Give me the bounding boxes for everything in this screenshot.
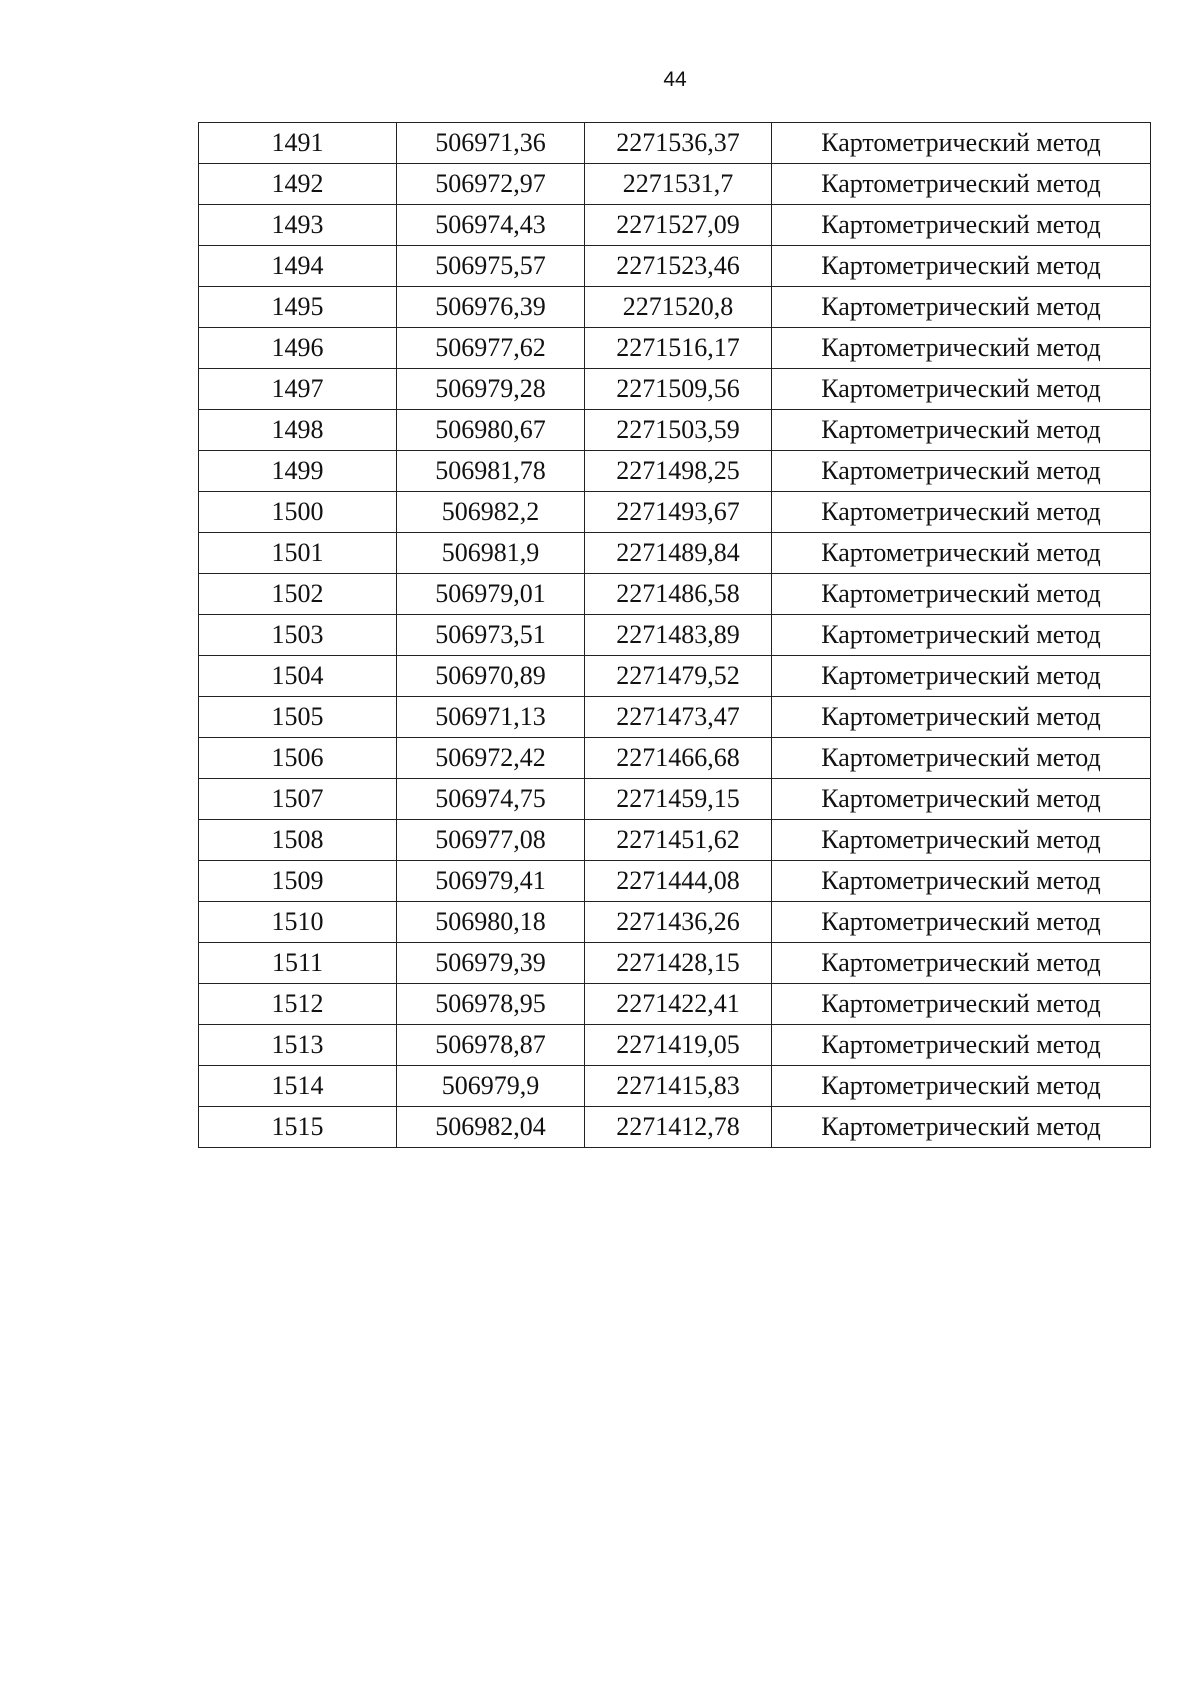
- y-coordinate-cell: 2271415,83: [585, 1066, 772, 1107]
- y-coordinate-cell: 2271536,37: [585, 123, 772, 164]
- coordinates-table: [198, 122, 1151, 1148]
- y-coordinate-cell: 2271451,62: [585, 820, 772, 861]
- x-coordinate-cell: 506981,9: [397, 533, 585, 574]
- table-row: [199, 205, 1151, 246]
- point-number-cell: 1514: [199, 1066, 397, 1107]
- x-coordinate-cell: 506981,78: [397, 451, 585, 492]
- y-coordinate-cell: 2271436,26: [585, 902, 772, 943]
- point-number-cell: 1496: [199, 328, 397, 369]
- method-cell: Картометрический метод: [772, 1066, 1151, 1107]
- table-row: [199, 656, 1151, 697]
- x-coordinate-cell: 506982,2: [397, 492, 585, 533]
- table-row: [199, 1066, 1151, 1107]
- y-coordinate-cell: 2271509,56: [585, 369, 772, 410]
- y-coordinate-cell: 2271503,59: [585, 410, 772, 451]
- x-coordinate-cell: 506977,08: [397, 820, 585, 861]
- x-coordinate-cell: 506975,57: [397, 246, 585, 287]
- table-row: [199, 246, 1151, 287]
- y-coordinate-cell: 2271459,15: [585, 779, 772, 820]
- point-number-cell: 1501: [199, 533, 397, 574]
- method-cell: Картометрический метод: [772, 574, 1151, 615]
- y-coordinate-cell: 2271531,7: [585, 164, 772, 205]
- method-cell: Картометрический метод: [772, 697, 1151, 738]
- method-cell: Картометрический метод: [772, 205, 1151, 246]
- x-coordinate-cell: 506971,36: [397, 123, 585, 164]
- table-row: [199, 943, 1151, 984]
- point-number-cell: 1506: [199, 738, 397, 779]
- method-cell: Картометрический метод: [772, 738, 1151, 779]
- method-cell: Картометрический метод: [772, 1107, 1151, 1148]
- x-coordinate-cell: 506979,28: [397, 369, 585, 410]
- x-coordinate-cell: 506979,9: [397, 1066, 585, 1107]
- point-number-cell: 1493: [199, 205, 397, 246]
- y-coordinate-cell: 2271473,47: [585, 697, 772, 738]
- method-cell: Картометрический метод: [772, 123, 1151, 164]
- method-cell: Картометрический метод: [772, 533, 1151, 574]
- point-number-cell: 1513: [199, 1025, 397, 1066]
- x-coordinate-cell: 506980,67: [397, 410, 585, 451]
- y-coordinate-cell: 2271498,25: [585, 451, 772, 492]
- y-coordinate-cell: 2271422,41: [585, 984, 772, 1025]
- x-coordinate-cell: 506978,87: [397, 1025, 585, 1066]
- x-coordinate-cell: 506978,95: [397, 984, 585, 1025]
- point-number-cell: 1508: [199, 820, 397, 861]
- y-coordinate-cell: 2271523,46: [585, 246, 772, 287]
- x-coordinate-cell: 506979,01: [397, 574, 585, 615]
- x-coordinate-cell: 506977,62: [397, 328, 585, 369]
- point-number-cell: 1497: [199, 369, 397, 410]
- x-coordinate-cell: 506974,43: [397, 205, 585, 246]
- method-cell: Картометрический метод: [772, 410, 1151, 451]
- x-coordinate-cell: 506972,97: [397, 164, 585, 205]
- coordinates-table-body: [199, 123, 1151, 1148]
- table-row: [199, 984, 1151, 1025]
- method-cell: Картометрический метод: [772, 943, 1151, 984]
- table-row: [199, 574, 1151, 615]
- table-row: [199, 451, 1151, 492]
- table-row: [199, 615, 1151, 656]
- method-cell: Картометрический метод: [772, 328, 1151, 369]
- table-row: [199, 123, 1151, 164]
- point-number-cell: 1504: [199, 656, 397, 697]
- table-row: [199, 328, 1151, 369]
- table-row: [199, 779, 1151, 820]
- point-number-cell: 1494: [199, 246, 397, 287]
- method-cell: Картометрический метод: [772, 246, 1151, 287]
- table-row: [199, 820, 1151, 861]
- method-cell: Картометрический метод: [772, 164, 1151, 205]
- y-coordinate-cell: 2271412,78: [585, 1107, 772, 1148]
- table-row: [199, 164, 1151, 205]
- method-cell: Картометрический метод: [772, 369, 1151, 410]
- point-number-cell: 1491: [199, 123, 397, 164]
- x-coordinate-cell: 506979,41: [397, 861, 585, 902]
- method-cell: Картометрический метод: [772, 984, 1151, 1025]
- y-coordinate-cell: 2271428,15: [585, 943, 772, 984]
- point-number-cell: 1505: [199, 697, 397, 738]
- point-number-cell: 1500: [199, 492, 397, 533]
- x-coordinate-cell: 506982,04: [397, 1107, 585, 1148]
- table-row: [199, 369, 1151, 410]
- table-row: [199, 1025, 1151, 1066]
- method-cell: Картометрический метод: [772, 656, 1151, 697]
- y-coordinate-cell: 2271520,8: [585, 287, 772, 328]
- y-coordinate-cell: 2271466,68: [585, 738, 772, 779]
- method-cell: Картометрический метод: [772, 451, 1151, 492]
- method-cell: Картометрический метод: [772, 820, 1151, 861]
- point-number-cell: 1515: [199, 1107, 397, 1148]
- page-number: 44: [663, 68, 687, 91]
- point-number-cell: 1498: [199, 410, 397, 451]
- x-coordinate-cell: 506976,39: [397, 287, 585, 328]
- x-coordinate-cell: 506970,89: [397, 656, 585, 697]
- y-coordinate-cell: 2271489,84: [585, 533, 772, 574]
- method-cell: Картометрический метод: [772, 902, 1151, 943]
- point-number-cell: 1502: [199, 574, 397, 615]
- point-number-cell: 1512: [199, 984, 397, 1025]
- x-coordinate-cell: 506974,75: [397, 779, 585, 820]
- method-cell: Картометрический метод: [772, 492, 1151, 533]
- table-row: [199, 861, 1151, 902]
- method-cell: Картометрический метод: [772, 861, 1151, 902]
- table-row: [199, 902, 1151, 943]
- y-coordinate-cell: 2271486,58: [585, 574, 772, 615]
- y-coordinate-cell: 2271419,05: [585, 1025, 772, 1066]
- table-row: [199, 533, 1151, 574]
- y-coordinate-cell: 2271483,89: [585, 615, 772, 656]
- point-number-cell: 1509: [199, 861, 397, 902]
- table-row: [199, 738, 1151, 779]
- point-number-cell: 1495: [199, 287, 397, 328]
- method-cell: Картометрический метод: [772, 779, 1151, 820]
- point-number-cell: 1510: [199, 902, 397, 943]
- y-coordinate-cell: 2271516,17: [585, 328, 772, 369]
- y-coordinate-cell: 2271527,09: [585, 205, 772, 246]
- method-cell: Картометрический метод: [772, 287, 1151, 328]
- x-coordinate-cell: 506971,13: [397, 697, 585, 738]
- x-coordinate-cell: 506979,39: [397, 943, 585, 984]
- table-row: [199, 1107, 1151, 1148]
- method-cell: Картометрический метод: [772, 1025, 1151, 1066]
- y-coordinate-cell: 2271493,67: [585, 492, 772, 533]
- table-row: [199, 287, 1151, 328]
- table-row: [199, 697, 1151, 738]
- table-row: [199, 410, 1151, 451]
- point-number-cell: 1507: [199, 779, 397, 820]
- point-number-cell: 1503: [199, 615, 397, 656]
- point-number-cell: 1511: [199, 943, 397, 984]
- table-row: [199, 492, 1151, 533]
- x-coordinate-cell: 506973,51: [397, 615, 585, 656]
- x-coordinate-cell: 506972,42: [397, 738, 585, 779]
- point-number-cell: 1492: [199, 164, 397, 205]
- x-coordinate-cell: 506980,18: [397, 902, 585, 943]
- y-coordinate-cell: 2271479,52: [585, 656, 772, 697]
- y-coordinate-cell: 2271444,08: [585, 861, 772, 902]
- method-cell: Картометрический метод: [772, 615, 1151, 656]
- point-number-cell: 1499: [199, 451, 397, 492]
